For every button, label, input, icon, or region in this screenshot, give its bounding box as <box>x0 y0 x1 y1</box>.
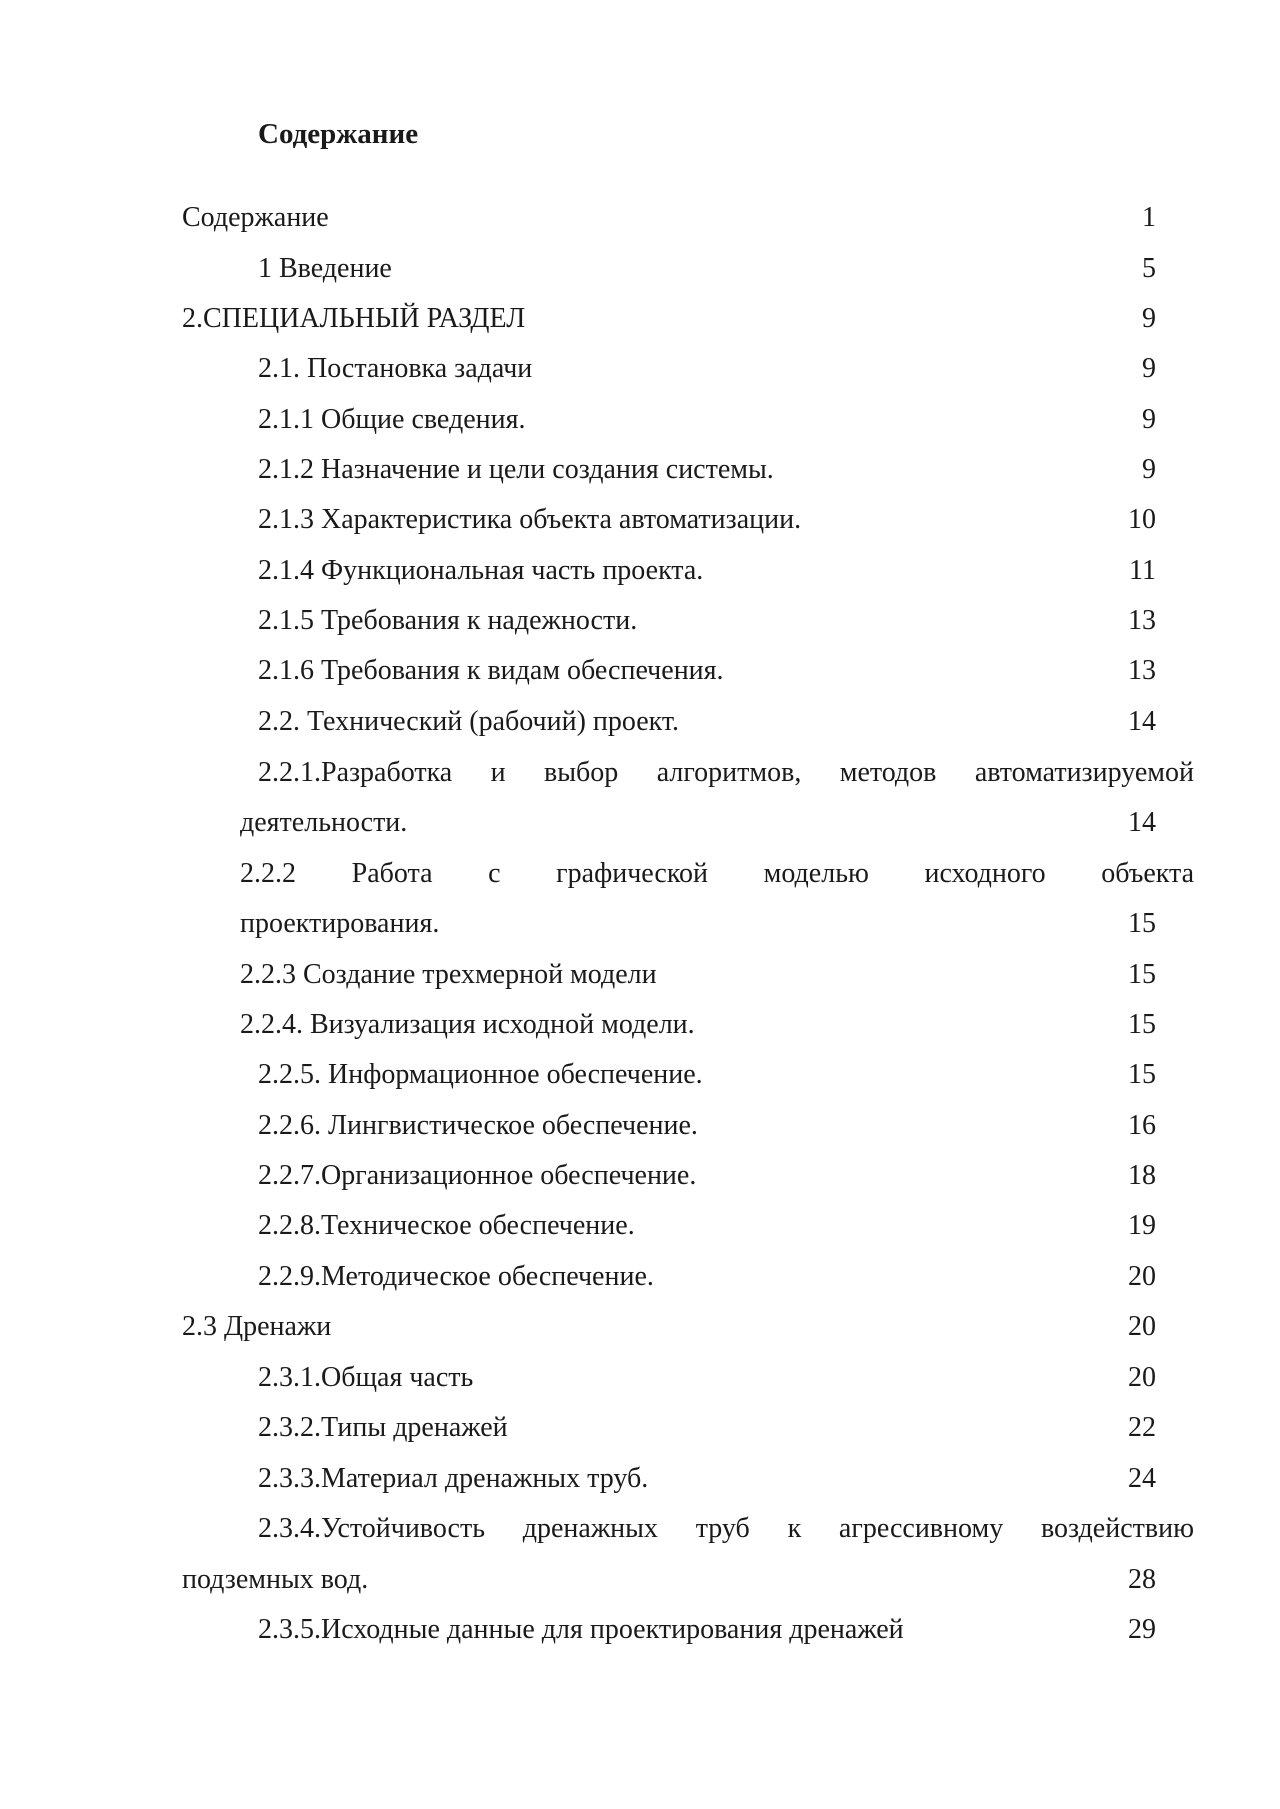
toc-page-number: 22 <box>1128 1412 1156 1443</box>
toc-entry-text: 2.2.8.Техническое обеспечение. <box>258 1210 635 1241</box>
toc-page-number: 16 <box>1128 1110 1156 1141</box>
toc-entry-text: 2.1. Постановка задачи <box>258 353 533 384</box>
toc-page-number: 14 <box>1128 706 1156 737</box>
toc-entry-text-line1: 2.3.4.Устойчивость дренажных труб к агрессивному воздействию <box>258 1513 1194 1544</box>
toc-entry-text: 2.2. Технический (рабочий) проект. <box>258 706 680 737</box>
toc-page-number: 9 <box>1142 303 1156 334</box>
toc-entry-text: 2.3.5.Исходные данные для проектирования дренажей <box>258 1614 904 1645</box>
toc-page-number: 11 <box>1129 555 1156 586</box>
toc-page-number: 15 <box>1128 1009 1156 1040</box>
toc-page-number: 9 <box>1142 454 1156 485</box>
toc-entry-text-line1: 2.2.2 Работа с графической моделью исходного объекта <box>240 858 1194 889</box>
toc-entry-text: 2.2.6. Лингвистическое обеспечение. <box>258 1110 698 1141</box>
toc-entry-text: 2.2.7.Организационное обеспечение. <box>258 1160 697 1191</box>
toc-entry-text: 2.3.3.Материал дренажных труб. <box>258 1463 649 1494</box>
toc-entry-text: 2.2.9.Методическое обеспечение. <box>258 1261 654 1292</box>
toc-entry-text: 2.1.6 Требования к видам обеспечения. <box>258 655 724 686</box>
toc-page-number: 13 <box>1128 605 1156 636</box>
toc-entry-text: 2.2.4. Визуализация исходной модели. <box>240 1009 695 1040</box>
toc-page-number: 15 <box>1128 1059 1156 1090</box>
toc-entry-text: 2.2.3 Создание трехмерной модели <box>240 959 657 990</box>
toc-entry-text: 2.1.5 Требования к надежности. <box>258 605 638 636</box>
toc-page-number: 18 <box>1128 1160 1156 1191</box>
toc-entry-text-line2: проектирования. <box>240 908 440 939</box>
toc-entry-text: 2.3.2.Типы дренажей <box>258 1412 508 1443</box>
toc-page-number: 13 <box>1128 655 1156 686</box>
toc-entry-text: 2.СПЕЦИАЛЬНЫЙ РАЗДЕЛ <box>182 303 526 334</box>
toc-page-number: 19 <box>1128 1210 1156 1241</box>
toc-page-number: 15 <box>1128 908 1156 939</box>
toc-entry-text: 2.3.1.Общая часть <box>258 1362 474 1393</box>
toc-page-number: 14 <box>1128 807 1156 838</box>
toc-entry-text: 2.1.3 Характеристика объекта автоматизации. <box>258 504 802 535</box>
toc-page-number: 1 <box>1142 202 1156 233</box>
toc-page-number: 20 <box>1128 1362 1156 1393</box>
toc-entry-text: 2.1.1 Общие сведения. <box>258 404 526 435</box>
toc-page-number: 24 <box>1128 1463 1156 1494</box>
toc-page-number: 20 <box>1128 1311 1156 1342</box>
toc-entry-text: Содержание <box>182 202 329 233</box>
toc-entry-text: 2.3 Дренажи <box>182 1311 332 1342</box>
toc-entry-text: 2.2.5. Информационное обеспечение. <box>258 1059 703 1090</box>
toc-entry-text-line2: подземных вод. <box>182 1564 369 1595</box>
toc-entry-text-line2: деятельности. <box>240 807 408 838</box>
toc-page-number: 15 <box>1128 959 1156 990</box>
toc-entry-text: 2.1.2 Назначение и цели создания системы. <box>258 454 774 485</box>
toc-page-number: 28 <box>1128 1564 1156 1595</box>
toc-entry-text-line1: 2.2.1.Разработка и выбор алгоритмов, методов автоматизируемой <box>258 757 1194 788</box>
toc-page-number: 9 <box>1142 404 1156 435</box>
page-title: Содержание <box>258 118 419 150</box>
toc-page-number: 5 <box>1142 253 1156 284</box>
toc-entry-text: 2.1.4 Функциональная часть проекта. <box>258 555 704 586</box>
toc-page-number: 20 <box>1128 1261 1156 1292</box>
toc-page-number: 9 <box>1142 353 1156 384</box>
toc-page-number: 29 <box>1128 1614 1156 1645</box>
toc-page-number: 10 <box>1128 504 1156 535</box>
toc-entry-text: 1 Введение <box>258 253 392 284</box>
